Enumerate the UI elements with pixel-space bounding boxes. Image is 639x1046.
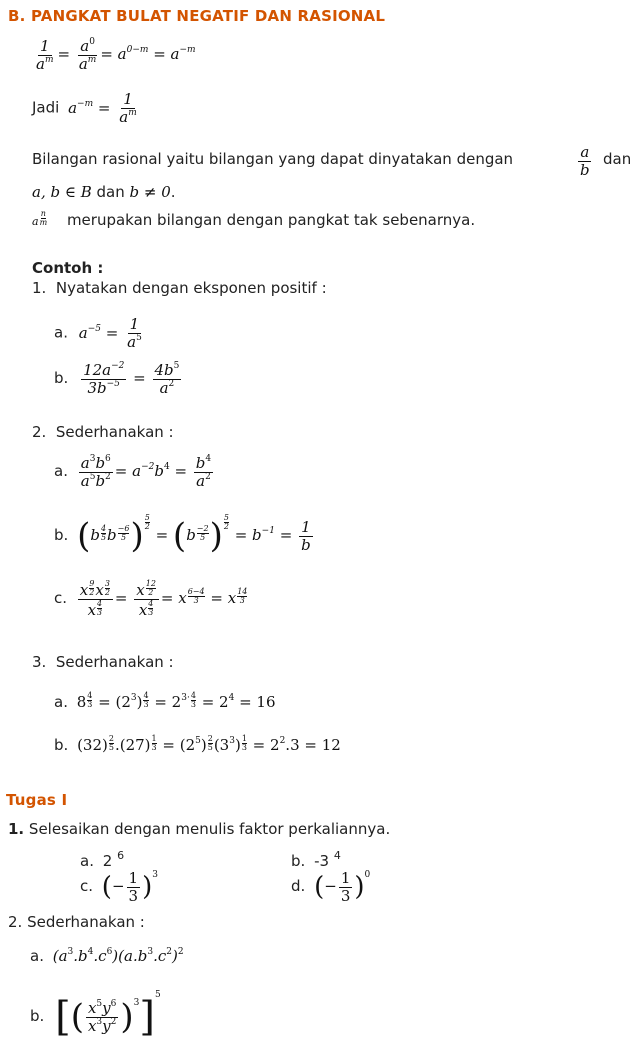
tugas-1-text: Selesaikan dengan menulis faktor perkaliannya. bbox=[28, 820, 391, 838]
jadi-label: Jadi bbox=[32, 98, 60, 117]
item-label: c. bbox=[80, 877, 94, 895]
contoh-1b: b. $\frac{12a^{-2}}{3b^{-5}}$ = $\frac{4b^5}{a^2}$ bbox=[54, 361, 180, 397]
contoh-1-title bbox=[32, 279, 327, 297]
contoh-1-text: Nyatakan dengan eksponen positif : bbox=[55, 279, 327, 297]
tugas-2b: b. [( $\frac{x^5y^6}{x^3y^2}$ )$^3$]$^5$ bbox=[30, 990, 161, 1040]
tugas-1a bbox=[80, 849, 124, 870]
condition-dan: dan bbox=[96, 183, 125, 201]
item-label: b. bbox=[30, 1007, 45, 1025]
contoh-2b: b. (b $\frac{4}{5}$ b $\frac{-6}{5}$ ) $\frac{5}{2}$ = (b $\frac{-2}{5}$ ) $\frac{5}{2}$ = $b^{-1}$ = $\frac{1}{b}$ bbox=[54, 513, 311, 556]
item-label: d. bbox=[291, 877, 306, 895]
jadi-line: Jadi $a^{-m}$ = $\frac{1}{a^m}$ bbox=[32, 90, 137, 126]
tugas-1-number: 1. bbox=[8, 820, 25, 838]
item-label: a. bbox=[54, 693, 68, 711]
contoh-3a: a. 8 $\frac{4}{3}$ = $(2^3)$ $\frac{4}{3}$ = $2^{3\cdot}$ $\frac{4}{3}$ = $2^4 = 16$ bbox=[54, 691, 276, 711]
tugas-1d: d. (− $\frac{1}{3}$ )$^0$ bbox=[291, 869, 371, 905]
rational-dan: dan bbox=[603, 150, 632, 168]
contoh-1a: a. $a^{-5}$ = $\frac{1}{a^5}$ bbox=[54, 315, 142, 351]
item-label: b. bbox=[291, 852, 306, 870]
tugas-2-title bbox=[8, 913, 145, 931]
contoh-3b: b. (32) $\frac{2}{5}$ .(27) $\frac{1}{3}$ = $(2^5)$ $\frac{2}{5}$ $(3^3)$ $\frac{1}{3}$ = $2^2.3 = 12$ bbox=[54, 734, 341, 754]
pangkat-text: merupakan bilangan dengan pangkat tak sebenarnya. bbox=[66, 211, 476, 229]
contoh-3-number: 3. bbox=[32, 653, 47, 671]
tugas-2a: a. $(a^3.b^4.c^6)(a.b^3.c^2)^2$ bbox=[30, 947, 184, 965]
rational-definition bbox=[32, 150, 513, 168]
contoh-2c: c. x $\frac{9}{2}$ x $\frac{3}{2}$ x $\frac{4}{3}$ = x $\frac{12}{2}$ x $\frac{4}{3}$ = x $\frac{6-4}{3}$ = x $\frac{14}{3}$ bbox=[54, 579, 248, 619]
tugas-1c: c. (− $\frac{1}{3}$ )$^3$ bbox=[80, 869, 158, 905]
contoh-3-text: Sederhanakan : bbox=[55, 653, 174, 671]
tugas-2-number: 2. bbox=[8, 913, 23, 931]
item-label: b. bbox=[54, 369, 69, 387]
item-base: 2 bbox=[102, 852, 118, 870]
item-exponent: 6 bbox=[117, 849, 125, 862]
rational-condition: a, b ∈ B dan b ≠ 0. bbox=[32, 183, 176, 201]
contoh-2-text: Sederhanakan : bbox=[55, 423, 174, 441]
tugas-1-title bbox=[8, 820, 390, 838]
item-label: a. bbox=[30, 947, 44, 965]
item-label: b. bbox=[54, 526, 69, 544]
contoh-2a: a. $\frac{a^3b^6}{a^5b^2}$ = $a^{-2}b^4$ = $\frac{b^4}{a^2}$ bbox=[54, 454, 212, 490]
contoh-heading: Contoh : bbox=[32, 259, 104, 277]
contoh-1-number: 1. bbox=[32, 279, 47, 297]
tugas-2-text: Sederhanakan : bbox=[27, 913, 145, 931]
formula-negative-exponent-derivation: $\frac{1}{a^m}$ = $\frac{a^0}{a^m}$ = $a^{0-m} = a^{-m}$ bbox=[36, 37, 196, 73]
item-label: c. bbox=[54, 589, 68, 607]
item-exponent: 4 bbox=[333, 849, 341, 862]
contoh-2-title bbox=[32, 423, 174, 441]
fraction-a-over-b: $\frac{a}{b}$ bbox=[580, 143, 590, 179]
item-label: a. bbox=[54, 323, 68, 342]
item-label: a. bbox=[54, 462, 68, 480]
item-base: -3 bbox=[314, 852, 334, 870]
tugas-1b bbox=[291, 849, 341, 870]
section-heading: B. PANGKAT BULAT NEGATIF DAN RASIONAL bbox=[8, 7, 386, 25]
tugas-heading: Tugas I bbox=[6, 791, 68, 809]
contoh-2-number: 2. bbox=[32, 423, 47, 441]
item-label: a. bbox=[80, 852, 94, 870]
item-label: b. bbox=[54, 736, 69, 754]
rational-text: Bilangan rasional yaitu bilangan yang dapat dinyatakan dengan bbox=[32, 150, 514, 168]
rational-exponent-line: a $\frac{n}{m}$ merupakan bilangan dengan pangkat tak sebenarnya. bbox=[32, 209, 476, 229]
contoh-3-title bbox=[32, 653, 174, 671]
